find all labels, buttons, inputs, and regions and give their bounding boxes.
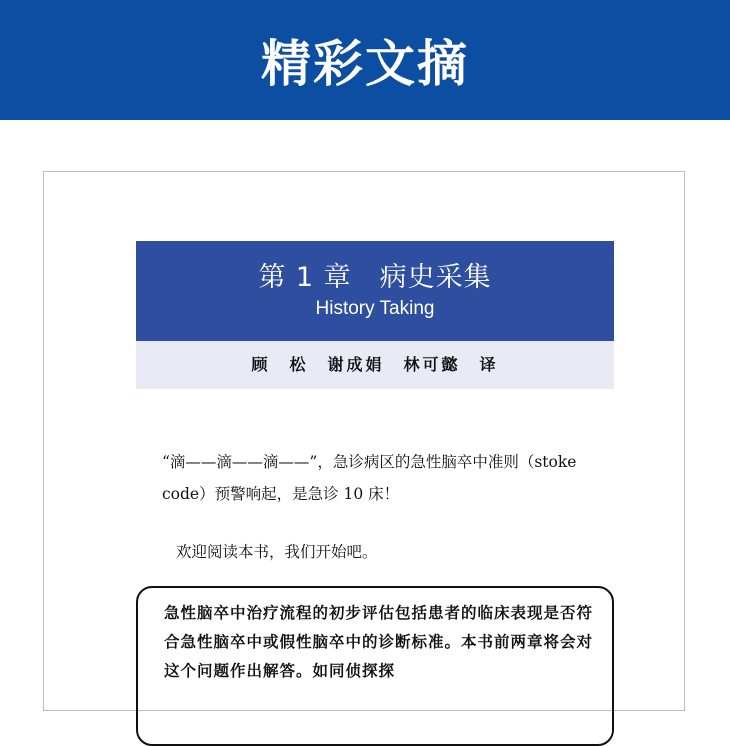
- book-page: [43, 171, 685, 711]
- chapter-header: [136, 241, 614, 341]
- callout-text: 急性脑卒中治疗流程的初步评估包括患者的临床表现是否符合急性脑卒中或假性脑卒中的诊断标准。本书前两章将会对这个问题作出解答。如同侦探探: [164, 603, 594, 680]
- callout-box: [136, 586, 614, 746]
- chapter-subtitle: History Taking: [315, 298, 435, 319]
- banner-title: 精彩文摘: [261, 35, 469, 93]
- header-banner: [0, 0, 730, 120]
- chapter-title: 第 1 章 病史采集: [258, 262, 492, 293]
- body-paragraph: 欢迎阅读本书，我们开始吧。: [176, 543, 378, 561]
- body-paragraph: “滴——滴——滴——”，急诊病区的急性脑卒中准则（stoke code）预警响起，是急诊 10 床！: [162, 453, 577, 503]
- translator-credits: 顾 松 谢成娟 林可懿 译: [136, 341, 614, 389]
